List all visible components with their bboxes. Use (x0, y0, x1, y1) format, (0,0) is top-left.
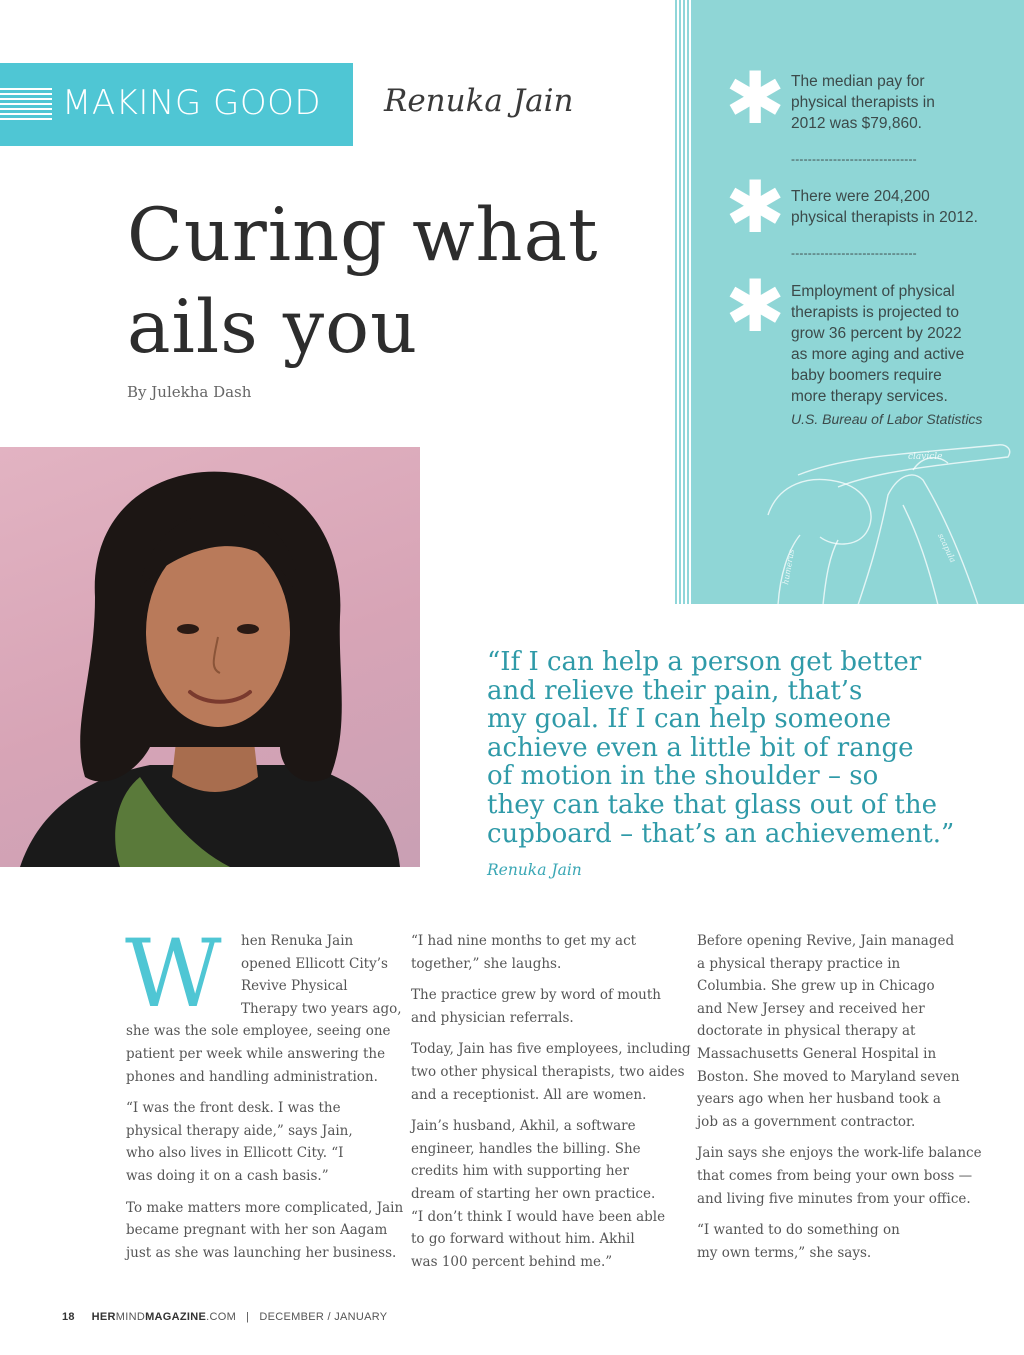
pull-quote (487, 648, 987, 848)
body-line: just as she was launching her business. (126, 1244, 397, 1261)
stat-line: physical therapists in 2012. (791, 209, 978, 226)
body-line: that comes from being your own boss — (697, 1167, 973, 1184)
stat-text (791, 71, 1016, 134)
stat-line: as more aging and active (791, 346, 965, 363)
body-line: was 100 percent behind me.” (411, 1253, 613, 1270)
stats-source: U.S. Bureau of Labor Statistics (791, 411, 983, 427)
body-paragraph (126, 1097, 394, 1187)
headline-line-1: Curing what (127, 193, 599, 278)
body-line: hen Renuka Jain (241, 933, 354, 949)
body-line: Revive Physical (241, 978, 348, 995)
body-line: two other physical therapists, two aides (411, 1063, 685, 1080)
body-paragraph (411, 1115, 683, 1273)
body-line: patient per week while answering the (126, 1045, 386, 1062)
body-line: doctorate in physical therapy at (697, 1023, 916, 1040)
body-column-1 (125, 920, 404, 1273)
stat-line: Employment of physical (791, 283, 955, 300)
stat-line: 2012 was $79,860. (791, 115, 922, 132)
footer-separator: | (246, 1311, 250, 1323)
body-paragraph (697, 1142, 997, 1210)
pull-quote-line: they can take that glass out of the (487, 789, 938, 820)
body-line: “I had nine months to get my act (411, 933, 637, 949)
body-paragraph (126, 1197, 404, 1265)
body-line: years ago when her husband took a (697, 1091, 941, 1108)
sketch-label: scapula (936, 532, 958, 564)
body-line: and physician referrals. (411, 1009, 574, 1026)
body-paragraph (125, 920, 402, 1088)
page-footer (62, 1311, 387, 1323)
byline: By Julekha Dash (127, 383, 252, 401)
stat-line: more therapy services. (791, 388, 948, 405)
brand-magazine: MAGAZINE (145, 1311, 207, 1323)
body-line: “I was the front desk. I was the (126, 1100, 341, 1117)
pull-quote-line: achieve even a little bit of range (487, 732, 914, 763)
body-line: Before opening Revive, Jain managed (697, 933, 955, 949)
brand-mind: MIND (115, 1311, 146, 1323)
body-column-3 (697, 930, 997, 1273)
asterisk-icon: ✱ (725, 264, 786, 348)
body-paragraph (411, 1038, 691, 1106)
body-line: she was the sole employee, seeing one (126, 1023, 391, 1040)
shoulder-bone-sketch (738, 435, 1024, 604)
stat-line: therapists is projected to (791, 304, 960, 321)
banner-stripes (0, 88, 52, 122)
pull-quote-line: cupboard – that’s an achievement.” (487, 818, 955, 849)
body-paragraph (411, 930, 683, 975)
body-line: became pregnant with her son Aagam (126, 1222, 388, 1239)
body-line: to go forward without him. Akhil (411, 1231, 635, 1248)
pull-quote-attribution: Renuka Jain (487, 861, 582, 879)
body-line: Jain’s husband, Akhil, a software (411, 1118, 636, 1135)
portrait-photo (0, 447, 420, 867)
body-line: Massachusetts General Hospital in (697, 1045, 937, 1062)
stat-line: physical therapists in (791, 94, 935, 111)
body-line: who also lives in Ellicott City. “I (126, 1145, 344, 1162)
body-line: phones and handling administration. (126, 1068, 378, 1085)
stat-line: There were 204,200 (791, 188, 930, 205)
body-line: a physical therapy practice in (697, 955, 901, 972)
body-line: Therapy two years ago, (241, 1000, 402, 1017)
stat-line: baby boomers require (791, 367, 942, 384)
asterisk-icon: ✱ (725, 56, 786, 140)
sketch-label: clavicle (908, 452, 943, 462)
body-line: The practice grew by word of mouth (411, 987, 661, 1004)
pull-quote-line: and relieve their pain, that’s (487, 675, 863, 706)
body-line: “I don’t think I would have been able (411, 1208, 666, 1225)
section-subject-name: Renuka Jain (384, 83, 574, 119)
stat-text (791, 281, 1016, 407)
body-line: opened Ellicott City’s (241, 955, 388, 972)
asterisk-icon: ✱ (725, 165, 786, 249)
section-banner (0, 63, 353, 146)
headline-line-2: ails you (127, 285, 419, 370)
body-paragraph (411, 984, 683, 1029)
stats-panel (693, 0, 1024, 604)
brand-com: .COM (206, 1311, 237, 1323)
pull-quote-line: “If I can help a person get better (487, 647, 922, 677)
stripe-band (675, 0, 693, 604)
section-label: MAKING GOOD (62, 83, 322, 123)
issue-date: DECEMBER / JANUARY (259, 1311, 388, 1323)
body-line: job as a government contractor. (697, 1113, 916, 1130)
body-line: and a receptionist. All are women. (411, 1086, 647, 1103)
body-line: and New Jersey and received her (697, 1000, 925, 1017)
body-line: credits him with supporting her (411, 1163, 629, 1180)
brand-her: HER (91, 1311, 116, 1323)
stat-text (791, 186, 1016, 228)
stat-line: grow 36 percent by 2022 (791, 325, 962, 342)
headline (127, 190, 598, 374)
body-line: Columbia. She grew up in Chicago (697, 978, 935, 995)
stat-divider: ------------------------------ (791, 246, 917, 260)
body-line: together,” she laughs. (411, 955, 562, 972)
stat-divider: ------------------------------ (791, 152, 917, 166)
drop-cap: W (125, 920, 222, 1029)
pull-quote-line: my goal. If I can help someone (487, 704, 892, 735)
page-number: 18 (62, 1311, 75, 1323)
sketch-label: humerus (781, 548, 797, 586)
body-line: dream of starting her own practice. (411, 1185, 656, 1202)
body-line: and living five minutes from your office. (697, 1190, 971, 1207)
body-column-2 (411, 930, 691, 1282)
pull-quote-line: of motion in the shoulder – so (487, 761, 879, 792)
body-line: engineer, handles the billing. She (411, 1140, 641, 1157)
body-line: Jain says she enjoys the work-life balance (697, 1145, 982, 1162)
body-line: Boston. She moved to Maryland seven (697, 1068, 960, 1085)
body-line: Today, Jain has five employees, including (411, 1041, 691, 1058)
body-line: “I wanted to do something on (697, 1222, 900, 1239)
body-line: physical therapy aide,” says Jain, (126, 1122, 353, 1139)
portrait-illustration (0, 447, 420, 867)
body-paragraph (697, 930, 997, 1133)
body-line: To make matters more complicated, Jain (126, 1199, 404, 1216)
body-line: was doing it on a cash basis.” (126, 1167, 329, 1184)
stat-line: The median pay for (791, 73, 925, 90)
body-paragraph (697, 1219, 997, 1264)
body-line: my own terms,” she says. (697, 1244, 872, 1261)
